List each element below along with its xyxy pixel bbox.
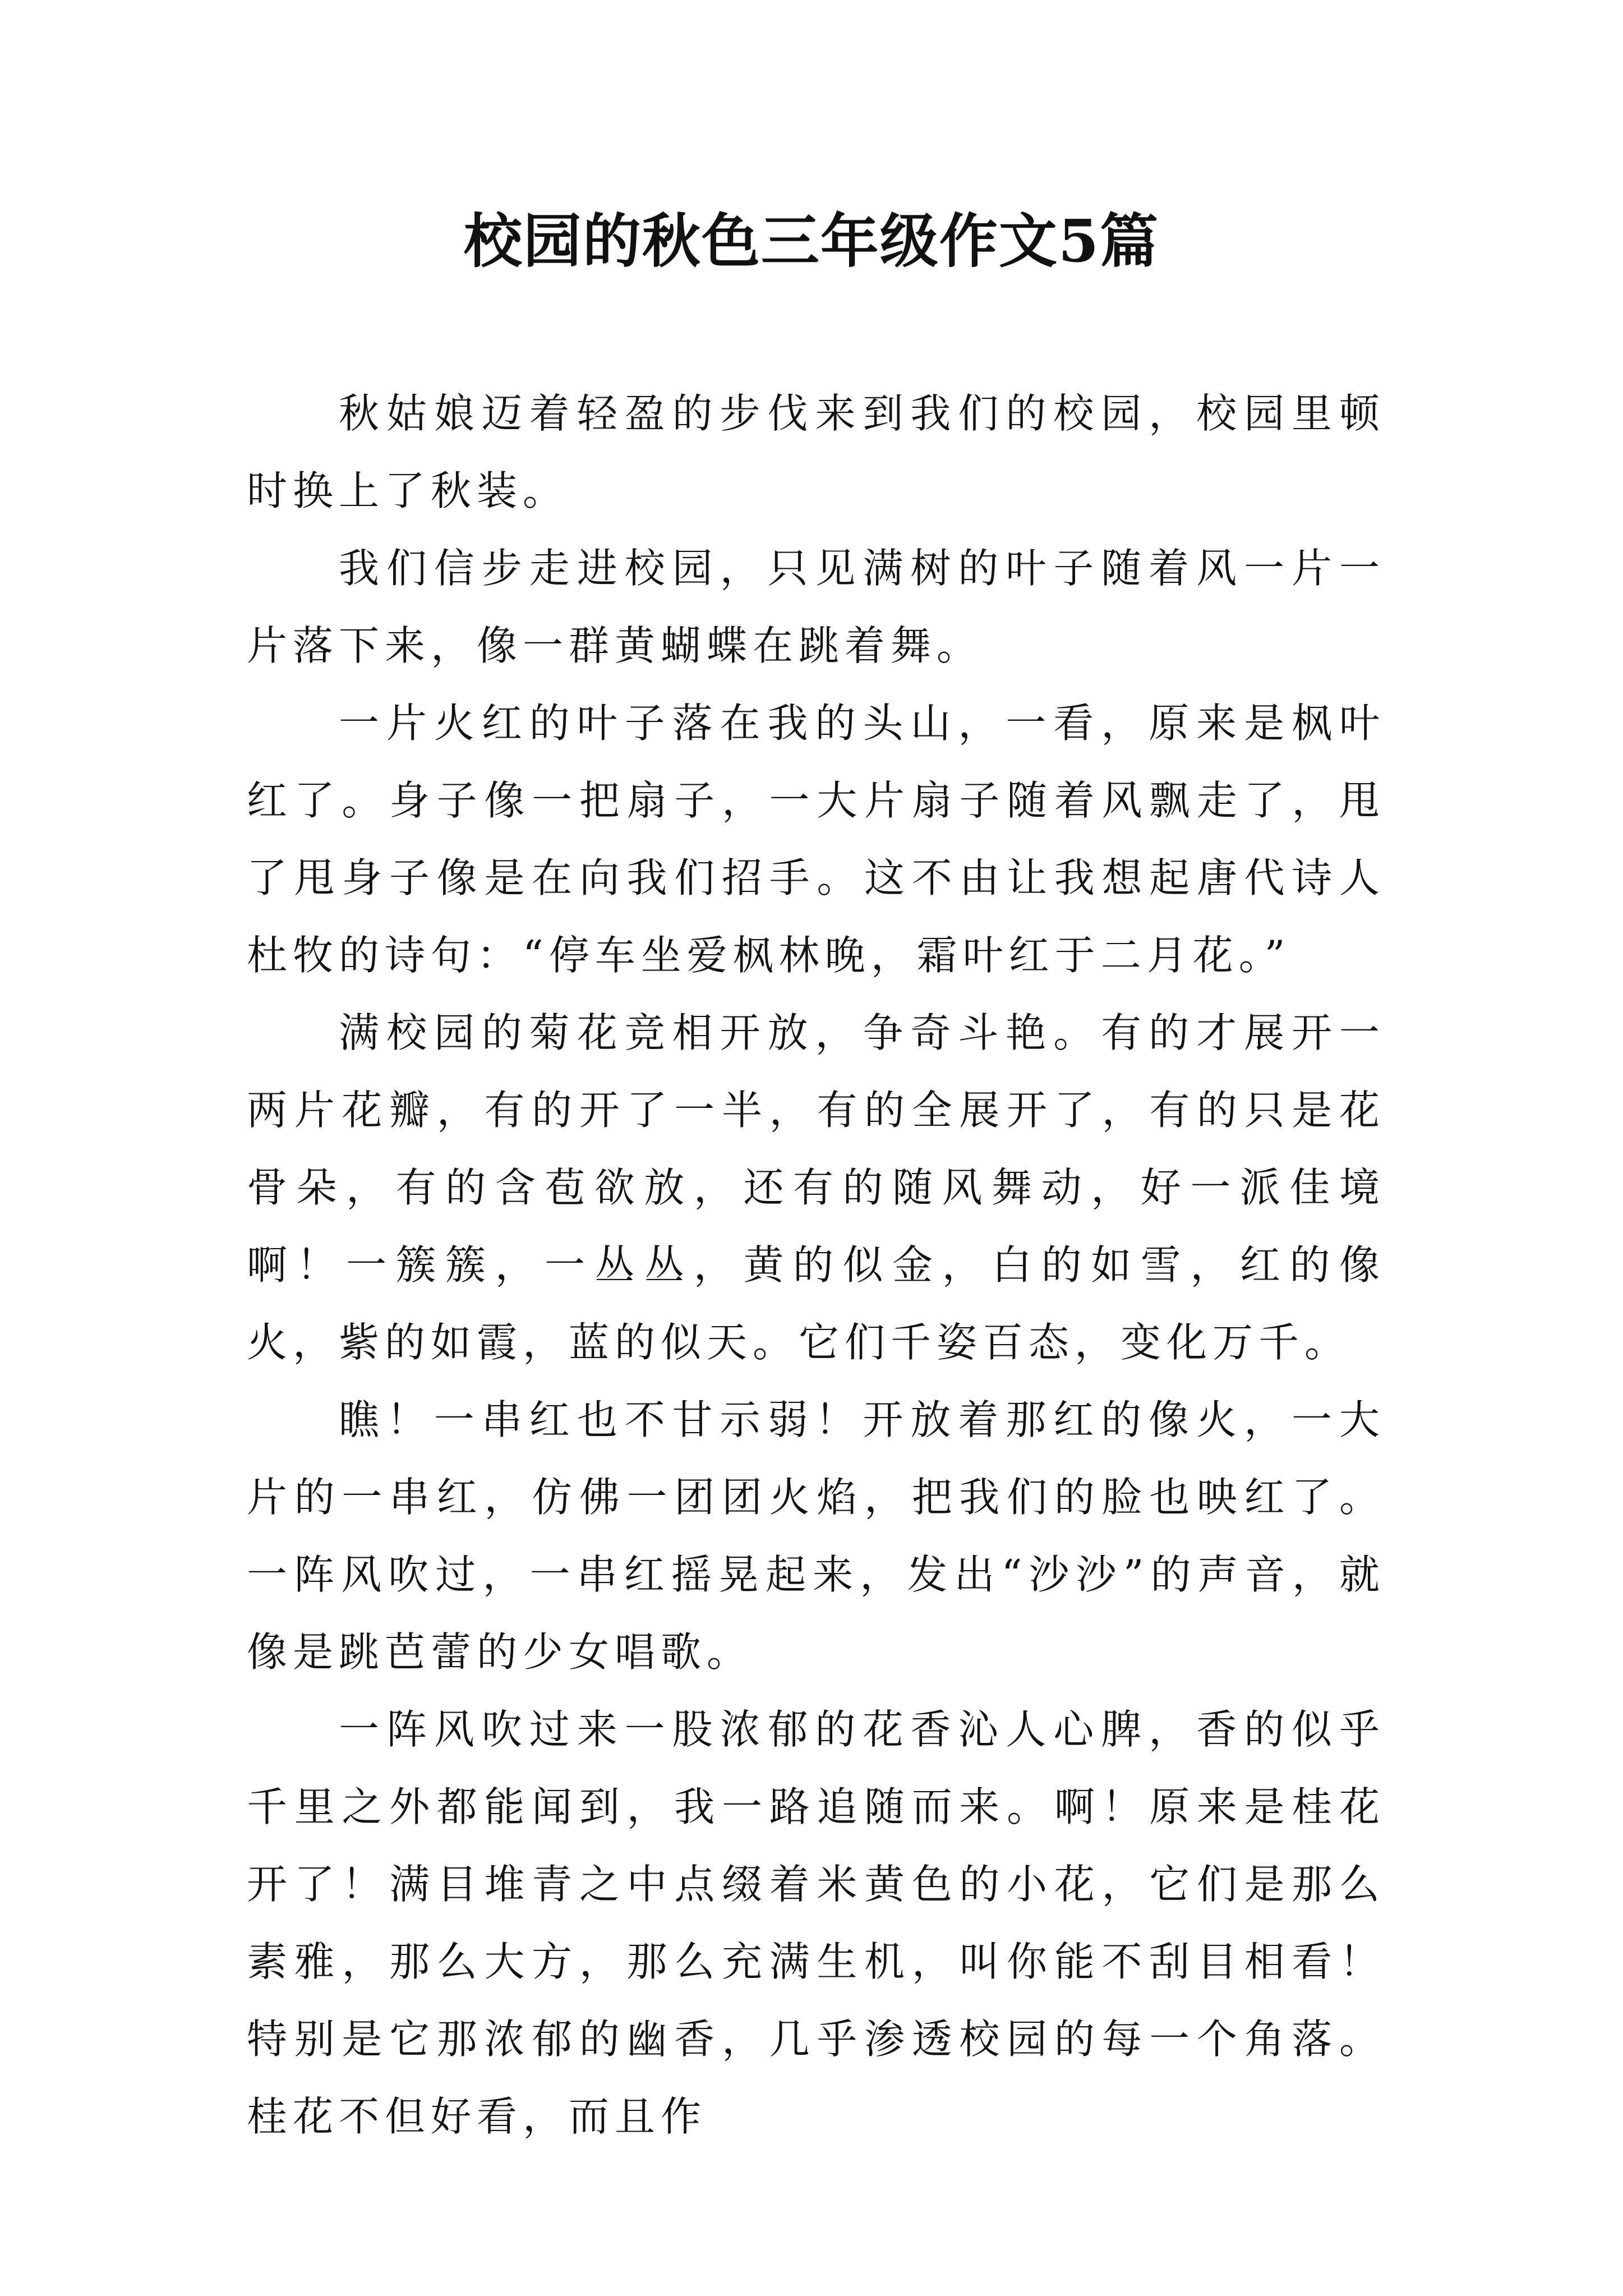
paragraph-5: 瞧！一串红也不甘示弱！开放着那红的像火，一大片的一串红，仿佛一团团火焰，把我们的脸也映红了。一阵风吹过，一串红摇晃起来，发出“沙沙”的声音，就像是跳芭蕾的少女唱歌。 — [247, 1396, 1385, 1676]
document-title: 校园的秋色三年级作文5篇 — [463, 206, 1160, 275]
paragraph-3: 一片火红的叶子落在我的头山，一看，原来是枫叶红了。身子像一把扇子，一大片扇子随着风飘走了，甩了甩身子像是在向我们招手。这不由让我想起唐代诗人杜牧的诗句：“停车坐爱枫林晚，霜叶红于二月花。” — [247, 700, 1385, 979]
paragraph-1: 秋姑娘迈着轻盈的步伐来到我们的校园，校园里顿时换上了秋装。 — [247, 390, 1385, 514]
paragraph-4: 满校园的菊花竞相开放，争奇斗艳。有的才展开一两片花瓣，有的开了一半，有的全展开了，有的只是花骨朵，有的含苞欲放，还有的随风舞动，好一派佳境啊！一簇簇，一丛丛，黄的似金，白的如雪，红的像火，紫的如霞，蓝的似天。它们千姿百态，变化万千。 — [247, 1009, 1385, 1366]
paragraph-2: 我们信步走进校园，只见满树的叶子随着风一片一片落下来，像一群黄蝴蝶在跳着舞。 — [247, 545, 1385, 669]
paragraph-6: 一阵风吹过来一股浓郁的花香沁人心脾，香的似乎千里之外都能闻到，我一路追随而来。啊！原来是桂花开了！满目堆青之中点缀着米黄色的小花，它们是那么素雅，那么大方，那么充满生机，叫你能不刮目相看！特别是它那浓郁的幽香，几乎渗透校园的每一个角落。桂花不但好看，而且作 — [247, 1706, 1385, 2140]
document-body — [247, 375, 1385, 2155]
